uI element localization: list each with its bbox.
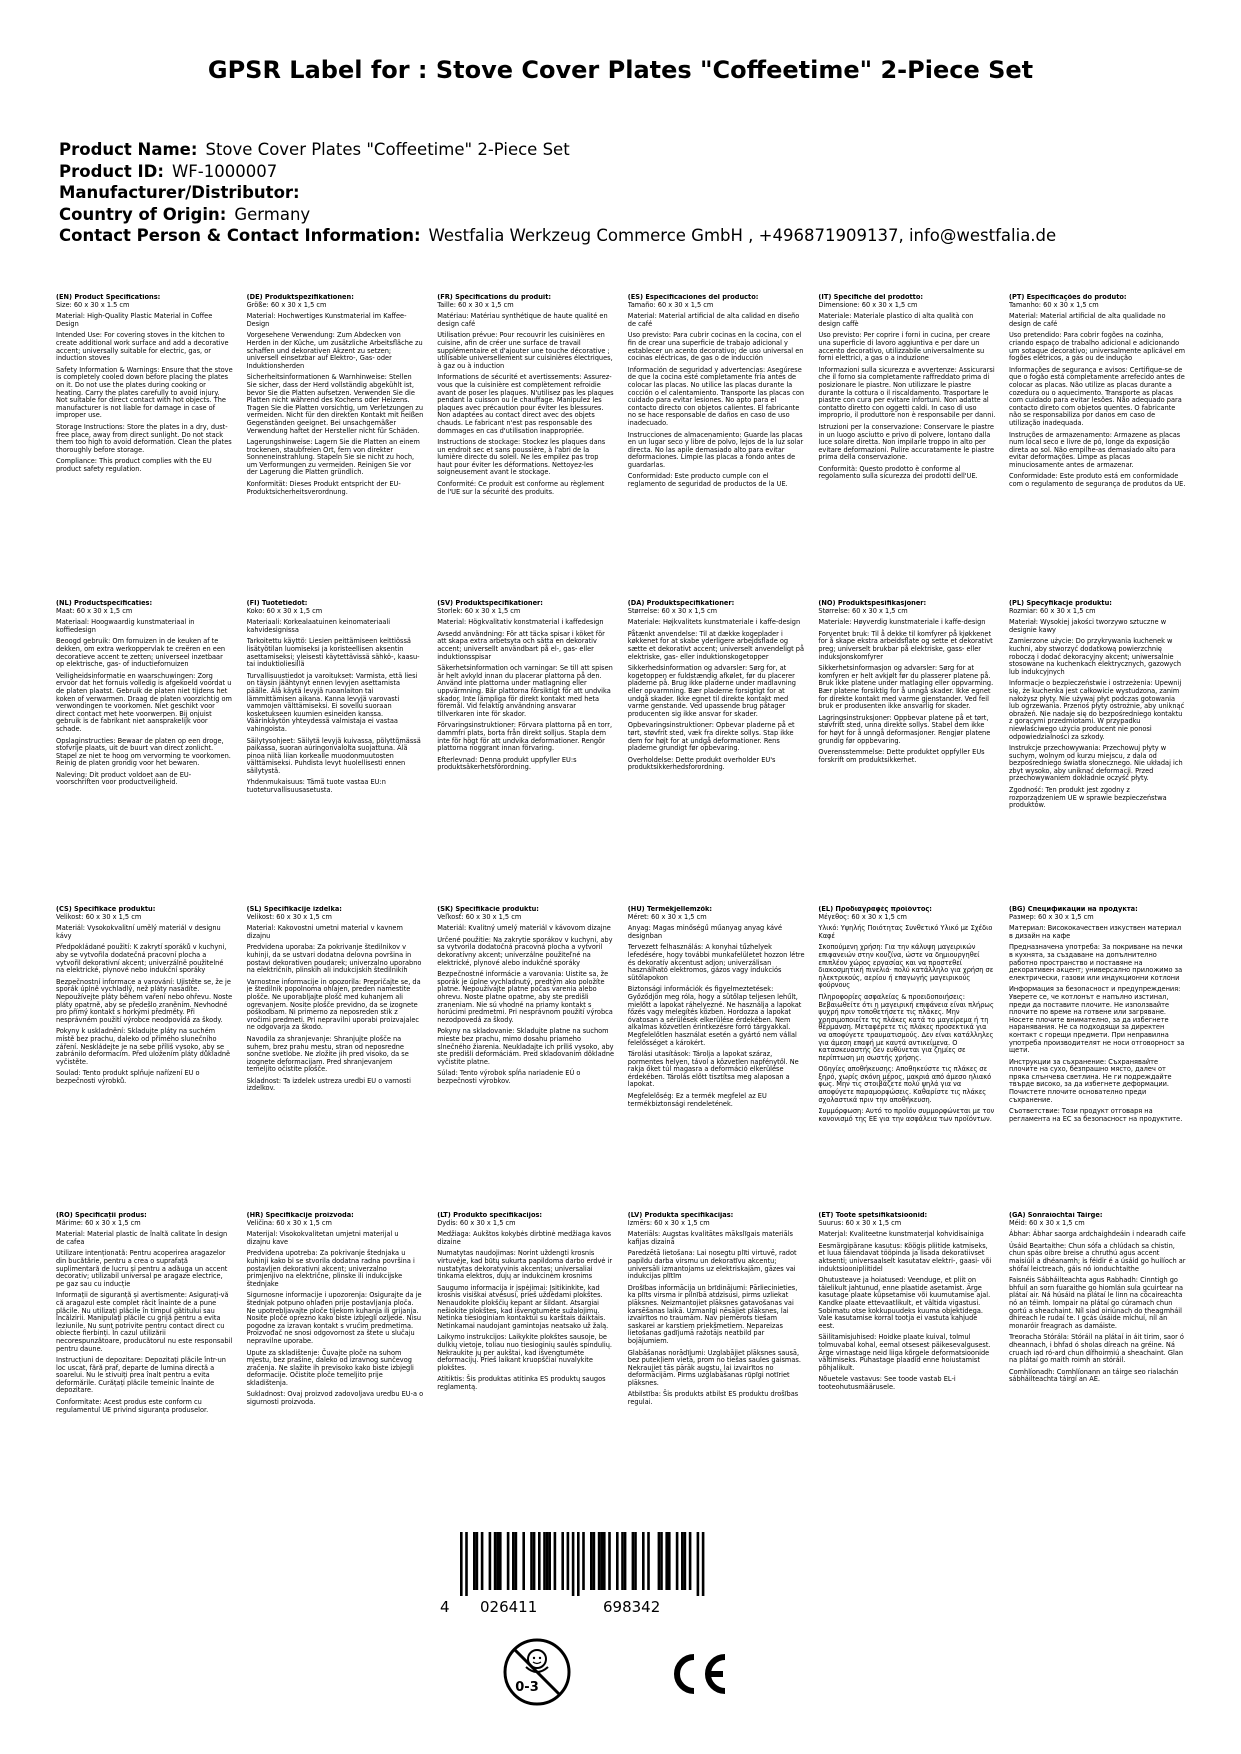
barcode-bar <box>494 1532 497 1590</box>
spec-paragraph: Vorgesehene Verwendung: Zum Abdecken von Herden in der Küche, um zusätzliche Arbeitsfläche zu schaffen und dekorativen Akzent zu setzen; universell einsetzbar auf Elektro-, Gas- oder Induktionsherden <box>246 331 423 370</box>
spec-section-heading: (DA) Produktspecifikationer: <box>627 600 735 607</box>
spec-paragraph: Overholdelse: Dette produkt overholder EU's produktsikkerhedsforordning. <box>627 755 776 772</box>
barcode-digits-left: 026411 <box>480 1598 538 1616</box>
spec-paragraph: Påtænkt anvendelse: Til at dække kogeplader i køkkenet for at skabe yderligere arbejdsflade og sætte et dekorativt accent; universelt anvendeligt på elektriske, gas- eller induktionskogetopper <box>627 629 805 661</box>
barcode-bar <box>702 1532 705 1596</box>
spec-paragraph: Matériau: Matériau synthétique de haute qualité en design café <box>437 312 608 328</box>
spec-section <box>56 1212 233 1518</box>
spec-paragraph: Säilitamisjuhised: Hoidke plaate kuival, tolmul tolmuvabal kohal, eemal otsesest päikesevalgusest. Ärge virnastage neid liiga kõrgele deformatsioonide vältimiseks. Puhastage plaadid enne hoiustamist põhjalikult. <box>818 1333 991 1372</box>
barcode-bar <box>598 1532 601 1590</box>
info-row <box>59 182 1189 204</box>
spec-paragraph: Paredzētā lietošana: Lai nosegtu plīti virtuvē, radot papildu darba virsmu un dekoratīvu akcentu; universāli izmantojams uz elektriskajām, gāzes vai indukcijas plītīm <box>627 1249 797 1281</box>
spec-paragraph: Glabāšanas norādījumi: Uzglabājiet plāksnes sausā, bez putekļiem vietā, prom no tiešas saules gaismas. Nekraujiet tās pārāk augstu, lai izvairītos no deformācijām. Pirms uzglabāšanas rūpīgi notīriet plāksnes. <box>627 1348 801 1387</box>
barcode-bar <box>496 1532 499 1590</box>
spec-paragraph: Biztonsági információk és figyelmeztetések: Győződjön meg róla, hogy a sütőlap teljesen lehűlt, mielőtt a lapokat ráhelyezné. Ne használja a lapokat főzés vagy melegítés közben. Hordozza a lapokat óvatosan a sérülések elkerülése érdekében. Nem alkalmas közvetlen érintkezésre forró tárgyakkal. Megfelelőtlen használat esetén a gyártó nem vállal felelősséget a károkért. <box>627 985 802 1047</box>
spec-section <box>628 600 805 906</box>
spec-paragraph: Laikymo instrukcijos: Laikykite plokštes sausoje, be dulkių vietoje, toliau nuo tiesioginių saulės spindulių. Nekraukite jų per aukštai, kad išvengtumėte deformacijų. Prieš laikant kruopščiai nuvalykite plokštes. <box>437 1333 612 1372</box>
info-label: Contact Person & Contact Information: <box>59 226 421 245</box>
barcode-bar <box>515 1532 518 1590</box>
info-row <box>59 204 1189 226</box>
spec-section <box>56 906 233 1212</box>
spec-paragraph: Предназначена употреба: За покриване на печки в кухнята, за създаване на допълнително работно пространство и поставяне на декоративен акцент; универсално приложимо за електрически, газови или индукционни котлони <box>1008 943 1183 982</box>
barcode-bar <box>561 1532 564 1590</box>
spec-section-heading: (ES) Especificaciones del producto: <box>627 294 759 301</box>
barcode-bar <box>684 1532 687 1590</box>
spec-paragraph: Materiale: Høyverdig kunstmateriale i kaffe-design <box>818 618 986 627</box>
spec-row <box>56 600 1186 906</box>
barcode-bars <box>460 1532 710 1596</box>
spec-paragraph: Taille: 60 x 30 x 1,5 cm <box>437 300 514 309</box>
spec-section <box>247 906 424 1212</box>
spec-section-heading: (NO) Produktspesifikasjoner: <box>818 600 927 607</box>
spec-paragraph: Size: 60 x 30 x 1.5 cm <box>56 300 130 309</box>
spec-paragraph: Lagringsinstruksjoner: Oppbevar platene på et tørt, støvfritt sted, unna direkte sollys. Stabel dem ikke for høyt for å unngå deformasjoner. Rengjør platene grundig før oppbevaring. <box>818 713 991 745</box>
spec-paragraph: Velikost: 60 x 30 x 1,5 cm <box>246 912 332 921</box>
spec-section <box>818 294 995 600</box>
spec-paragraph: Materiāls: Augstas kvalitātes mākslīgais materiāls kafijas dizainā <box>627 1230 793 1246</box>
spec-paragraph: Informações de segurança e avisos: Certifique-se de que o fogão está completamente arrefecido antes de colocar as placas. Não utilize as placas durante a cozedura ou o aquecimento. Transporte as placas com cuidado para evitar lesões. Não adequado para contacto direto com objetos quentes. O fabricante não se responsabiliza por danos em caso de utilização inadequada. <box>1008 365 1185 427</box>
spec-paragraph: Conformité: Ce produit est conforme au règlement de l'UE sur la sécurité des produits. <box>437 480 605 496</box>
spec-section-heading: (FR) Spécifications du produit: <box>437 294 551 301</box>
barcode-bar <box>489 1532 492 1590</box>
spec-paragraph: Súlad: Tento výrobok spĺňa nariadenie EÚ o bezpečnosti výrobkov. <box>437 1069 581 1085</box>
barcode-bar <box>460 1532 463 1596</box>
ce-mark-icon <box>667 1653 729 1695</box>
spec-paragraph: Инструкции за съхранение: Съхранявайте плочите на сухо, безпрашно място, далеч от пряка слънчева светлина. Не ги подреждайте твърде високо, за да избегнете деформации. Почистете плочите основателно преди съхранение. <box>1008 1057 1172 1104</box>
spec-paragraph: Pokyny na skladovanie: Skladujte platne na suchom mieste bez prachu, mimo dosahu priameho slnečného žiarenia. Neukladajte ich príliš vysoko, aby ste predišli deformáciám. Pred skladovaním dôkladne vyčistite platne. <box>437 1027 615 1066</box>
spec-section-heading: (RO) Specificații produs: <box>56 1212 147 1219</box>
barcode-bar <box>507 1532 510 1590</box>
spec-section <box>818 600 995 906</box>
spec-paragraph: Rozmiar: 60 x 30 x 1,5 cm <box>1008 606 1096 615</box>
spec-paragraph: Materiál: Kvalitný umelý materiál v kávovom dizajne <box>437 924 611 933</box>
spec-paragraph: Lagerungshinweise: Lagern Sie die Platten an einem trockenen, staubfreien Ort, fern von direkter Sonneneinstrahlung. Stapeln Sie sie nicht zu hoch, um Verformungen zu vermeiden. Reinigen Sie vor der Lagerung die Platten gründlich. <box>246 438 420 477</box>
spec-paragraph: Megfelelőség: Ez a termék megfelel az EU termékbiztonsági rendeletének. <box>627 1092 767 1108</box>
specifications-grid <box>56 294 1186 1518</box>
spec-paragraph: Forventet bruk: Til å dekke til komfyrer på kjøkkenet for å skape ekstra arbeidsflate og sette et dekorativt preg; universelt brukbar på elektriske, gass- eller induksjonskomfyrer <box>818 629 993 661</box>
spec-section-heading: (SL) Specifikacije izdelka: <box>246 906 342 913</box>
barcode-bar <box>621 1532 624 1590</box>
spec-paragraph: Sigurnosne informacije i upozorenja: Osigurajte da je štednjak potpuno ohlađen prije postavljanja ploča. Ne upotrebljavajte ploče tijekom kuhanja ili grijanja. Nosite ploče oprezno kako biste izbjegli ozljede. Nisu pogodne za izravan kontakt s vrućim predmetima. Proizvođač ne snosi odgovornost za štete u slučaju nepravilne uporabe. <box>246 1291 422 1345</box>
spec-section <box>437 294 614 600</box>
barcode-bar <box>681 1532 684 1590</box>
spec-section-heading: (PT) Especificações do produto: <box>1008 294 1127 301</box>
spec-paragraph: Předpokládané použití: K zakrytí sporáků v kuchyni, aby se vytvořila dodatečná pracovní plocha a vytvořil dekorativní akcent; univerzálně použitelné na elektrické, plynové nebo indukční sporáky <box>56 943 227 975</box>
spec-section-heading: (HU) Termékjellemzők: <box>627 906 713 913</box>
spec-paragraph: Materiaal: Hoogwaardig kunstmateriaal in koffiedesign <box>56 618 195 634</box>
spec-section-heading: (SK) Špecifikácie produktu: <box>437 906 539 913</box>
spec-paragraph: Conformidade: Este produto está em conformidade com o regulamento de segurança de produtos da UE. <box>1008 472 1186 489</box>
spec-section <box>56 294 233 600</box>
barcode-bar <box>473 1532 476 1590</box>
info-row <box>59 161 1189 183</box>
ean-barcode <box>440 1532 710 1622</box>
spec-paragraph: Treoracha Stórála: Stóráil na plátaí in áit tirim, saor ó dheannach, i bhfad ó sholas díreach na gréine. Ná cruach iad ró-ard chun dífhoirmiú a sheachaint. Glan na plátaí go maith roimh an stóráil. <box>1008 1333 1184 1365</box>
spec-paragraph: Velikost: 60 x 30 x 1,5 cm <box>56 912 142 921</box>
spec-paragraph: Anyag: Magas minőségű műanyag anyag kávé designban <box>627 924 783 940</box>
spec-paragraph: Predviđena upotreba: Za pokrivanje štednjaka u kuhinji kako bi se stvorila dodatna radna površina i postavljen dekorativni akcent; univerzalno primjenjivo na električne, plinske ili indukcijske štednjake <box>246 1249 415 1288</box>
spec-paragraph: Tervezett felhasználás: A konyhai tűzhelyek lefedésére, hogy további munkafelületet hozzon létre és dekoratív akcentust adjon; univerzálisan használható elektromos, gázos vagy indukciós sütőlapokon <box>627 943 805 982</box>
spec-paragraph: Opbevaringsinstruktioner: Opbevar pladerne på et tørt, støvfrit sted, væk fra direkte sollys. Stap ikke dem for højt for at undgå deformationer. Rens pladerne grundigt før opbevaring. <box>627 721 795 753</box>
spec-paragraph: Saugumo informacija ir įspėjimai: Įsitikinkite, kad krosnis visiškai atvėsusi, prieš uždėdami plokštes. Nenaudokite plokščių kepant ar šildant. Atsargiai nešiokite plokštes, kad išvengtumėte sužalojimų. Netinka tiesioginiam kontaktui su karštais daiktais. Netinkamai naudojant gamintojas neatsako už žalą. <box>437 1283 609 1330</box>
spec-section-heading: (GA) Sonraíochtaí Táirge: <box>1008 1212 1103 1219</box>
spec-paragraph: Sukladnost: Ovaj proizvod zadovoljava uredbu EU-a o sigurnosti proizvoda. <box>246 1390 424 1407</box>
label-title: GPSR Label for : Stove Cover Plates "Coffeetime" 2-Piece Set <box>207 56 1034 84</box>
info-value: WF-1000007 <box>171 161 278 181</box>
info-row <box>59 139 1189 161</box>
spec-section <box>247 600 424 906</box>
spec-paragraph: Konformität: Dieses Produkt entspricht der EU-Produktsicherheitsverordnung. <box>246 480 401 496</box>
spec-paragraph: Uso pretendido: Para cobrir fogões na cozinha, criando espaço de trabalho adicional e adicionando um sotaque decorativo; universalmente aplicável em fogões elétricos, a gás ou de indução <box>1008 331 1186 363</box>
spec-paragraph: Navodila za shranjevanje: Shranjujte plošče na suhem, brez prahu mestu, stran od neposredne sončne svetlobe. Ne zložite jih pred visoko, da se izognete deformacijam. Pred shranjevanjem temeljito očistite plošče. <box>246 1034 409 1074</box>
spec-paragraph: Informacje o bezpieczeństwie i ostrzeżenia: Upewnij się, że kuchenka jest całkowicie wystudzona, zanim nałożysz płyty. Nie używaj płyt podczas gotowania lub ogrzewania. Przenoś płyty ostrożnie, aby uniknąć obrażeń. Nie nadaje się do bezpośredniego kontaktu z gorącymi przedmiotami. W przypadku niewłaściwego użycia producent nie ponosi odpowiedzialności za szkody. <box>1008 679 1185 741</box>
barcode-bar <box>624 1532 627 1590</box>
spec-paragraph: Storlek: 60 x 30 x 1,5 cm <box>437 606 521 615</box>
spec-paragraph: Förvaringsinstruktioner: Förvara plattorna på en torr, dammfri plats, borta från direkt solljus. Stapla dem inte för högt för att undvika deformationer. Rengör plattorna noggrant innan förvaring. <box>437 721 613 753</box>
spec-paragraph: Material: High-Quality Plastic Material in Coffee Design <box>56 312 213 328</box>
spec-paragraph: Overensstemmelse: Dette produktet oppfyller EUs forskrift om produktsikkerhet. <box>818 748 985 764</box>
spec-section-heading: (DE) Produktspezifikationen: <box>246 294 354 301</box>
barcode-bar <box>546 1532 549 1590</box>
spec-section-heading: (PL) Specyfikacje produktu: <box>1008 600 1112 607</box>
spec-paragraph: Tamaño: 60 x 30 x 1,5 cm <box>627 300 714 309</box>
barcode-bar <box>543 1532 546 1590</box>
spec-paragraph: Určené použitie: Na zakrytie sporákov v kuchyni, aby sa vytvorila dodatočná pracovná plocha a vytvoril dekoratívny akcent; univerzálne použiteľné na elektrické, plynové alebo indukčné sporáky <box>437 935 613 967</box>
barcode-bar <box>481 1532 484 1590</box>
spec-paragraph: Materiaali: Korkealaatuinen keinomateriaali kahvidesignissa <box>246 618 391 634</box>
spec-paragraph: Informazioni sulla sicurezza e avvertenze: Assicurarsi che il forno sia completamente raffreddato prima di posizionare le piastre. Non utilizzare le piastre durante la cottura o il riscaldamento. Trasportare le piastre con cura per evitare infortuni. Non adatte al contatto diretto con oggetti caldi. In caso di uso improprio, il produttore non è responsabile per danni. <box>818 365 996 420</box>
spec-paragraph: Størrelse: 60 x 30 x 1,5 cm <box>627 606 718 615</box>
spec-paragraph: Instruções de armazenamento: Armazene as placas num local seco e livre de pó, longe da exposição direta ao sol. Não empilhe-as demasiado alto para evitar deformações. Limpe as placas minuciosamente antes de armazenar. <box>1008 430 1181 469</box>
spec-paragraph: Instructions de stockage: Stockez les plaques dans un endroit sec et sans poussière, à l'abri de la lumière directe du soleil. Ne les empilez pas trop haut pour éviter les déformations. Nettoyez-les soigneusement avant le stockage. <box>437 438 606 477</box>
spec-paragraph: Istruzioni per la conservazione: Conservare le piastre in un luogo asciutto e privo di polvere, lontano dalla luce solare diretta. Non impilarle troppo in alto per evitare deformazioni. Pulire accuratamente le piastre prima della conservazione. <box>818 422 995 462</box>
barcode-bar <box>668 1532 671 1590</box>
spec-paragraph: Soulad: Tento produkt splňuje nařízení EU o bezpečnosti výrobků. <box>56 1069 200 1085</box>
spec-paragraph: Υλικό: Υψηλής Ποιότητας Συνθετικό Υλικό με Σχέδιο Καφέ <box>818 924 993 940</box>
spec-paragraph: Sikkerhedsinformation og advarsler: Sørg for, at kogetoppen er fuldstændig afkølet, før du placerer pladerne på. Brug ikke pladerne under madlavning eller opvarmning. Bær pladerne forsigtigt for at undgå skader. Ikke egnet til direkte kontakt med varme genstande. Ved upassende brug påtager producenten sig ikke ansvar for skader. <box>627 664 796 718</box>
spec-paragraph: Opslaginstructies: Bewaar de platen op een droge, stofvrije plaats, uit de buurt van direct zonlicht. Stapel ze niet te hoog om vervorming te voorkomen. Reinig de platen grondig voor het bewaren. <box>56 736 231 768</box>
spec-paragraph: Skladnost: Ta izdelek ustreza uredbi EU o varnosti izdelkov. <box>246 1076 411 1093</box>
spec-section-heading: (SV) Produktspecifikationer: <box>437 600 543 607</box>
spec-paragraph: Materiał: Wysokiej jakości tworzywo sztuczne w designie kawy <box>1008 618 1167 634</box>
spec-paragraph: Úsáid Beartaithe: Chun sófa a chlúdach sa chistin, chun spás oibre breise a chruthú agus accent maisiúil a dhéanamh; is féidir é a úsáid go huilíoch ar shófaí leictreach, gáis nó ionduchtaithe <box>1008 1241 1186 1273</box>
info-label: Country of Origin: <box>59 204 227 224</box>
spec-section <box>1009 906 1186 1212</box>
spec-section <box>247 294 424 600</box>
spec-paragraph: Maat: 60 x 30 x 1,5 cm <box>56 606 133 615</box>
spec-paragraph: Turvallisuustiedot ja varoitukset: Varmista, että liesi on täysin jäähtynyt ennen levyjen asettamista päälle. Älä käytä levyjä ruoanlaiton tai lämmittämisen aikana. Kanna levyjä varovasti vammojen välttämiseksi. Ei sovellu suoraan kosketukseen kuumien esineiden kanssa. Väärinkäytön yhteydessä valmistaja ei vastaa vahingoista. <box>246 671 418 733</box>
spec-paragraph: Materiale: Højkvalitets kunstmateriale i kaffe-design <box>627 618 801 627</box>
spec-section-heading: (CS) Specifikace produktu: <box>56 906 156 913</box>
barcode-bar <box>512 1532 515 1590</box>
spec-section <box>818 1212 995 1518</box>
spec-paragraph: Material: Kakovostni umetni material v kavnem dizajnu <box>246 924 403 940</box>
spec-section <box>1009 600 1186 906</box>
barcode-bar <box>632 1532 635 1590</box>
spec-paragraph: Comhlíonadh: Comhlíonann an táirge seo rialachán sábháilteachta táirgí an AE. <box>1008 1367 1179 1384</box>
spec-paragraph: Μέγεθος: 60 x 30 x 1,5 cm <box>818 912 907 921</box>
spec-paragraph: Material: Högkvalitativ konstmaterial i kaffedesign <box>437 618 604 627</box>
barcode-bar <box>593 1532 596 1590</box>
age-range-text: 0-3 <box>515 1680 539 1695</box>
spec-paragraph: Koko: 60 x 30 x 1,5 cm <box>246 606 323 615</box>
spec-paragraph: Ábhar: Ábhar saorga ardchaighdeáin i ndearadh caife <box>1008 1230 1186 1239</box>
spec-paragraph: Conformitate: Acest produs este conform cu regulamentul UE privind siguranța produselor. <box>56 1398 209 1414</box>
spec-paragraph: Suurus: 60 x 30 x 1,5 cm <box>818 1218 902 1227</box>
spec-row <box>56 294 1186 600</box>
spec-section-heading: (IT) Specifiche del prodotto: <box>818 294 923 301</box>
spec-section-heading: (HR) Specifikacije proizvoda: <box>246 1212 354 1219</box>
spec-paragraph: Beoogd gebruik: Om fornuizen in de keuken af te dekken, om extra werkoppervlak te creëren en een decoratieve accent te zetten; universeel inzetbaar op elektrische, gas- of inductiefornuizen <box>56 637 226 669</box>
spec-paragraph: Materiál: Vysokokvalitní umělý materiál v designu kávy <box>56 924 221 940</box>
spec-paragraph: Utilizare intenționată: Pentru acoperirea aragazelor din bucătărie, pentru a crea o suprafață suplimentară de lucru și pentru a adăuga un accent decorativ; utilizabil universal pe aragaze electrice, pe gaz sau cu inducție <box>56 1249 228 1288</box>
barcode-bar <box>548 1532 551 1590</box>
spec-paragraph: Información de seguridad y advertencias: Asegúrese de que la cocina esté completamente fría antes de colocar las placas. No utilice las placas durante la cocción o el calentamiento. Transporte las placas con cuidado para evitar lesiones. No apto para el contacto directo con objetos calientes. El fabricante no se hace responsable de daños en caso de uso inadecuado. <box>627 365 805 427</box>
spec-paragraph: Uso previsto: Per coprire i forni in cucina, per creare una superficie di lavoro aggiuntiva e per dare un accento decorativo, utilizzabile universalmente su forni elettrici, a gas o a induzione <box>818 331 991 363</box>
barcode-bar <box>530 1532 533 1590</box>
spec-paragraph: Σκοπούμενη χρήση: Για την κάλυψη μαγειρικών επιφανειών στην κουζίνα, ώστε να δημιουργηθεί επιπλέον χώρος εργασίας και να προστεθεί διακοσμητική πινελιά· πολύ κατάλληλο για χρήση σε ηλεκτρικούς, αερίου ή επαγωγής μαγειρικούς φούρνους <box>818 943 994 990</box>
info-label: Product Name: <box>59 140 198 159</box>
barcode-bar <box>658 1532 661 1590</box>
barcode-bar <box>533 1532 536 1590</box>
spec-paragraph: Größe: 60 x 30 x 1,5 cm <box>246 300 327 309</box>
barcode-bar <box>665 1532 668 1590</box>
barcode-bar <box>603 1532 606 1590</box>
barcode-bar <box>616 1532 619 1590</box>
spec-section-heading: (NL) Productspecificaties: <box>56 600 153 607</box>
spec-paragraph: Zgodność: Ten produkt jest zgodny z rozporządzeniem UE w sprawie bezpieczeństwa produktów. <box>1008 786 1167 810</box>
spec-paragraph: Veličina: 60 x 30 x 1,5 cm <box>246 1218 332 1227</box>
barcode-bar <box>660 1532 663 1590</box>
spec-paragraph: Informații de siguranță și avertismente: Asigurați-vă că aragazul este complet răcit înainte de a pune plăcile. Nu utilizați plăcile în timpul gătitului sau încălzirii. Manipulați plăcile cu grijă pentru a evita leziunile. Nu sunt potrivite pentru contact direct cu obiecte fierbinți. În cazul utilizării necorespunzătoare, producătorul nu este responsabil pentru daune. <box>56 1291 233 1353</box>
barcode-bar <box>499 1532 502 1590</box>
spec-section-heading: (LT) Produkto specifikacijos: <box>437 1212 543 1219</box>
spec-paragraph: Numatytas naudojimas: Norint uždengti krosnis virtuvėje, kad būtų sukurta papildoma darbo erdvė ir nustatytas dekoratyvinis akcentas; universaliai tinkama elektros, dujų ar indukcinėm krosnims <box>437 1249 613 1281</box>
barcode-bar <box>608 1532 611 1590</box>
spec-paragraph: Veiligheidsinformatie en waarschuwingen: Zorg ervoor dat het fornuis volledig is afgekoeld voordat u de platen plaatst. Gebruik de platen niet tijdens het koken of verwarmen. Draag de platen voorzichtig om verwondingen te voorkomen. Niet geschikt voor direct contact met hete voorwerpen. Bij onjuist gebruik is de fabrikant niet aansprakelijk voor schade. <box>56 671 232 733</box>
spec-row <box>56 1212 1186 1518</box>
spec-paragraph: Instrucciones de almacenamiento: Guarde las placas en un lugar seco y libre de polvo, lejos de la luz solar directa. No las apile demasiado alto para evitar deformaciones. Limpie las placas a fondo antes de guardarlas. <box>627 430 804 469</box>
info-value: Germany <box>234 204 311 224</box>
spec-paragraph: Dimensione: 60 x 30 x 1,5 cm <box>818 300 918 309</box>
spec-paragraph: Material: Material artificial de alta calidad en diseño de café <box>627 312 800 328</box>
spec-paragraph: Uso previsto: Para cubrir cocinas en la cocina, con el fin de crear una superficie de trabajo adicional y establecer un acento decorativo; de uso universal en cocinas eléctricas, de gas o de inducción <box>627 331 804 363</box>
spec-paragraph: Eesmärgipärane kasutus: Köögis pliitide katmiseks, et luua täiendavat tööpinda ja lisada dekoratiivset aktsenti; universaalselt kasutatav elektri-, gaasi- või induktsioonipliitidel <box>818 1241 992 1273</box>
spec-paragraph: Intended Use: For covering stoves in the kitchen to create additional work surface and add a decorative accent; universally suitable for electric, gas, or induction stoves <box>56 331 229 363</box>
spec-section <box>247 1212 424 1518</box>
spec-section <box>628 906 805 1212</box>
spec-paragraph: Utilisation prévue: Pour recouvrir les cuisinières en cuisine, afin de créer une surface de travail supplémentaire et d'ajouter une touche décorative ; utilisable universellement sur cuisinières électriques, à gaz ou à induction <box>437 331 613 370</box>
spec-paragraph: Material: Material plastic de înaltă calitate în design de cafea <box>56 1230 228 1246</box>
spec-paragraph: Yhdenmukaisuus: Tämä tuote vastaa EU:n tuoteturvallisuusasetusta. <box>246 778 386 795</box>
spec-paragraph: Πληροφορίες ασφαλείας & προειδοποιήσεις: Βεβαιωθείτε ότι η μαγειρική επιφάνεια είναι πλήρως ψυχρή πριν τοποθετήσετε τις πλάκες. Μην χρησιμοποιείτε τις πλάκες κατά το μαγείρεμα ή τη θέρμανση. Μεταφέρετε τις πλάκες προσεκτικά για να αποφύγετε τραυματισμούς. Δεν είναι κατάλληλες για άμεση επαφή με καυτά αντικείμενα. Ο κατασκευαστής δεν ευθύνεται για ζημίες σε περίπτωση μη σωστής χρήσης. <box>818 992 994 1062</box>
barcode-bar <box>697 1532 700 1596</box>
spec-paragraph: Upute za skladištenje: Čuvajte ploče na suhom mjestu, bez prašine, daleko od izravnog sunčevog zračenja. Ne slažite ih previsoko kako biste izbjegli deformacije. Očistite ploče temeljito prije skladištenja. <box>246 1348 414 1387</box>
spec-paragraph: Instrukcje przechowywania: Przechowuj płyty w suchym, wolnym od kurzu miejscu, z dala od bezpośredniego światła słonecznego. Nie układaj ich zbyt wysoko, aby uniknąć deformacji. Przed przechowywaniem dokładnie oczyść płyty. <box>1008 744 1183 783</box>
spec-row <box>56 906 1186 1212</box>
spec-paragraph: Mărime: 60 x 30 x 1,5 cm <box>56 1218 141 1227</box>
spec-section <box>437 1212 614 1518</box>
spec-section <box>437 600 614 906</box>
info-label: Product ID: <box>59 161 164 181</box>
spec-paragraph: Tamanho: 60 x 30 x 1,5 cm <box>1008 300 1099 309</box>
spec-paragraph: Predvidena uporaba: Za pokrivanje štedilnikov v kuhinji, da se ustvari dodatna delovna površina in postavi dekorativen poudarek; univerzalno uporabno na električnih, plinskih ali indukcijskih štedilnikih <box>246 943 422 975</box>
spec-paragraph: Bezpečnostné informácie a varovania: Uistite sa, že sporák je úplne vychladnutý, predtým ako položíte platne. Nepoužívajte platne počas varenia alebo ohrevu. Noste platne opatrne, aby ste predišli zraneniam. Nie sú vhodné na priamy kontakt s horúcimi predmetmi. Pri nesprávnom použití výrobca nezodpovedá za škody. <box>437 970 613 1024</box>
spec-paragraph: Размер: 60 x 30 x 1,5 cm <box>1008 912 1094 921</box>
barcode-bar <box>538 1532 541 1590</box>
spec-section <box>628 294 805 600</box>
spec-paragraph: Conformità: Questo prodotto è conforme al regolamento sulla sicurezza dei prodotti dell'UE. <box>818 464 978 481</box>
spec-section-heading: (EN) Product Specifications: <box>56 294 161 301</box>
spec-section-heading: (ET) Toote spetsifikatsioonid: <box>818 1212 928 1219</box>
spec-paragraph: Dydis: 60 x 30 x 1,5 cm <box>437 1218 516 1227</box>
spec-paragraph: Материал: Висококачествен изкуствен материал в дизайн на кафе <box>1008 924 1182 940</box>
spec-paragraph: Atbilstība: Šis produkts atbilst ES produktu drošības regulai. <box>627 1390 799 1407</box>
spec-paragraph: Material: Hochwertiges Kunstmaterial im Kaffee-Design <box>246 312 407 328</box>
barcode-bar <box>522 1532 525 1590</box>
info-row <box>59 225 1189 247</box>
spec-paragraph: Informations de sécurité et avertissements: Assurez-vous que la cuisinière est complètement refroidie avant de poser les plaques. N'utilisez pas les plaques pendant la cuisson ou le chauffage. Manipulez les plaques avec précaution pour éviter les blessures. Non adaptées au contact direct avec des objets chauds. Le fabricant n'est pas responsable des dommages en cas d'utilisation inappropriée. <box>437 373 614 435</box>
barcode-bar <box>572 1532 575 1596</box>
spec-paragraph: Material: Material artificial de alta qualidade no design de café <box>1008 312 1166 328</box>
age-warning-0-3-icon <box>502 1637 572 1707</box>
spec-paragraph: Méret: 60 x 30 x 1,5 cm <box>627 912 707 921</box>
spec-paragraph: Avsedd användning: För att täcka spisar i köket för att skapa extra arbetsyta och sätta en dekorativ accent; universellt användbart på el-, gas- eller induktionsspisar <box>437 629 605 661</box>
barcode-bar <box>582 1532 585 1590</box>
spec-paragraph: Instrucțiuni de depozitare: Depozitați plăcile într-un loc uscat, fără praf, departe de lumina directă a soarelui. Nu le stivuiți prea înalt pentru a evita deformările. Curățați plăcile temeinic înainte de depozitare. <box>56 1356 226 1395</box>
barcode-digits-right: 698342 <box>603 1598 661 1616</box>
spec-paragraph: Faisnéis Sábháilteachta agus Rabhadh: Cinntigh go bhfuil an sorn fuaraithe go hiomlán sula gcuirtear na plátaí air. Ná húsáid na plátaí le linn na cócaireachta nó an téimh. Iompair na plátaí go cúramach chun gortú a sheachaint. Níl siad oiriúnach do theagmháil dhíreach le rudaí te. I gcás úsáide míchuí, níl an monaróir freagrach as damáiste. <box>1008 1276 1184 1330</box>
barcode-bar <box>476 1532 479 1590</box>
spec-paragraph: Efterlevnad: Denna produkt uppfyller EU:s produktsäkerhetsförordning. <box>437 755 577 772</box>
spec-paragraph: Naleving: Dit product voldoet aan de EU-voorschriften voor productveiligheid. <box>56 770 192 787</box>
spec-paragraph: Sikkerhetsinformasjon og advarsler: Sørg for at komfyren er helt avkjølt før du plasserer platene på. Bruk ikke platene under matlaging eller oppvarming. Bær platene forsiktig for å unngå skader. Ikke egnet for direkte kontakt med varme gjenstander. Ved feil bruk er produsenten ikke ansvarlig for skader. <box>818 664 994 711</box>
spec-paragraph: Οδηγίες αποθήκευσης: Αποθηκεύστε τις πλάκες σε ξηρό, χωρίς σκόνη μέρος, μακριά από άμεσο ηλιακό φως. Μην τις στοιβάζετε πολύ ψηλά για να αποφύγετε παραμορφώσεις. Καθαρίστε τις πλάκες σχολαστικά πριν την αποθήκευση. <box>818 1065 992 1104</box>
spec-paragraph: Säilytysohjeet: Säilytä levyjä kuivassa, pölyttömässä paikassa, suoran auringonvalolta suojattuna. Älä pinoa niitä liian korkealle muodonmuutosten välttämiseksi. Puhdista levyt huolellisesti ennen säilytystä. <box>246 736 421 775</box>
info-value: Westfalia Werkzeug Commerce GmbH , +496871909137, info@westfalia.de <box>428 226 1057 245</box>
product-info <box>59 139 1189 247</box>
spec-section-heading: (FI) Tuotetiedot: <box>246 600 308 607</box>
barcode-bar <box>647 1532 650 1590</box>
barcode-bar <box>554 1532 557 1590</box>
spec-paragraph: Størrelse: 60 x 30 x 1,5 cm <box>818 606 908 615</box>
spec-section-heading: (LV) Produkta specifikācijas: <box>627 1212 734 1219</box>
spec-section <box>437 906 614 1212</box>
barcode-bar <box>567 1532 570 1590</box>
spec-section-heading: (BG) Спецификации на продукта: <box>1008 906 1138 913</box>
spec-paragraph: Medžiaga: Aukštos kokybės dirbtinė medžiaga kavos dizaine <box>437 1230 612 1246</box>
spec-paragraph: Méid: 60 x 30 x 1,5 cm <box>1008 1218 1085 1227</box>
spec-section <box>1009 294 1186 600</box>
barcode-digit-first: 4 <box>440 1598 450 1616</box>
spec-paragraph: Pokyny k uskladnění: Skladujte pláty na suchém místě bez prachu, daleko od přímého slunečního záření. Neskládejte je na sebe příliš vysoko, aby se zabránilo deformacím. Před uložením pláty důkladně vyčistěte. <box>56 1027 231 1066</box>
barcode-bar <box>577 1532 580 1596</box>
barcode-bar <box>689 1532 692 1590</box>
spec-paragraph: Sicherheitsinformationen & Warnhinweise: Stellen Sie sicher, dass der Herd vollständig abgekühlt ist, bevor Sie die Platten aufsetzen. Verwenden Sie die Platten nicht während des Kochens oder Heizens. Tragen Sie die Platten vorsichtig, um Verletzungen zu vermeiden. Nicht für den direkten Kontakt mit heißen Gegenständen geeignet. Bei unsachgemäßer Verwendung haftet der Hersteller nicht für Schäden. <box>246 373 424 435</box>
spec-paragraph: Veľkosť: 60 x 30 x 1,5 cm <box>437 912 522 921</box>
spec-paragraph: Συμμόρφωση: Αυτό το προϊόν συμμορφώνεται με τον κανονισμό της ΕΕ για την ασφάλεια των προϊόντων. <box>818 1107 995 1123</box>
barcode-bar <box>465 1532 468 1596</box>
spec-paragraph: Atitiktis: Šis produktas atitinka ES produktų saugos reglamentą. <box>437 1375 606 1391</box>
spec-paragraph: Информация за безопасност и предупреждения: Уверете се, че котлонът е напълно изстинал, преди да поставите плочите. Не използвайте плочите по време на готвене или загряване. Носете плочите внимателно, за да избегнете наранявания. Не са подходящи за директен контакт с горещи предмети. При неправилна употреба производителят не носи отговорност за щети. <box>1008 985 1185 1055</box>
spec-paragraph: Tárolási utasítások: Tárolja a lapokat száraz, pormentes helyen, távol a közvetlen napfénytől. Ne rakja őket túl magasra a deformáció elkerülése érdekében. Tárolás előtt tisztítsa meg alaposan a lapokat. <box>627 1050 799 1089</box>
spec-section <box>818 906 995 1212</box>
spec-paragraph: Safety Information & Warnings: Ensure that the stove is completely cooled down before placing the plates on it. Do not use the plates during cooking or heating. Carry the plates carefully to avoid injury. Not suitable for direct contact with hot objects. The manufacturer is not liable for damage in case of improper use. <box>56 365 233 420</box>
spec-paragraph: Materiale: Materiale plastico di alta qualità con design caffè <box>818 312 974 328</box>
spec-paragraph: Storage Instructions: Store the plates in a dry, dust-free place, away from direct sunlight. Do not stack them too high to avoid deformation. Clean the plates thoroughly before storage. <box>56 422 232 454</box>
spec-paragraph: Bezpečnostní informace a varování: Ujistěte se, že je sporák úplně vychladlý, než pláty nasadíte. Nepoužívejte pláty během vaření nebo ohřevu. Noste pláty opatrně, aby se předešlo zraněním. Nevhodné pro přímý kontakt s horkými předměty. Při nesprávném použití výrobce neodpovídá za škody. <box>56 977 233 1024</box>
info-value: Stove Cover Plates "Coffeetime" 2-Piece Set <box>205 140 570 159</box>
spec-section <box>628 1212 805 1518</box>
spec-paragraph: Ohutusteave ja hoiatused: Veenduge, et pliit on täielikult jahtunud, enne plaatide asetamist. Ärge kasutage plaate küpsetamise või kuumutamise ajal. Kandke plaate ettevaatlikult, et vältida vigastusi. Sobimatu otse kokkupuudeks kuuma objektidega. Vale kasutamise korral tootja ei vastuta kahjude eest. <box>818 1276 991 1330</box>
spec-paragraph: Varnostne informacije in opozorila: Prepričajte se, da je štedilnik popolnoma ohlajen, preden namestite plošče. Ne uporabljajte plošč med kuhanjem ali ogrevanjem. Nosite plošče previdno, da se izognete poškodbam. Ni primerno za neposreden stik z vročimi predmeti. Pri nepravilni uporabi proizvajalec ne odgovarja za škodo. <box>246 977 421 1032</box>
barcode-bar <box>590 1532 593 1590</box>
spec-paragraph: Drošības informācija un brīdinājumi: Pārliecinieties, ka plīts virsma ir pilnībā atdzisusi, pirms uzliekat plāksnes. Neizmantojiet plāksnes gatavošanas vai karsēšanas laikā. Uzmanīgi nēsājiet plāksnes, lai izvairītos no traumām. Nav piemērots tiešam saskarei ar karstiem priekšmetiem. Nepareizas lietošanas gadījumā ražotājs neatbild par bojājumiem. <box>627 1283 798 1345</box>
spec-paragraph: Säkerhetsinformation och varningar: Se till att spisen är helt avkyld innan du placerar plattorna på den. Använd inte plattorna under matlagning eller uppvärmning. Bär plattorna försiktigt för att undvika skador. Inte lämpliga för direkt kontakt med heta föremål. Vid felaktig användning ansvarar tillverkaren inte för skador. <box>437 664 613 718</box>
barcode-bar <box>642 1532 645 1590</box>
spec-paragraph: Tarkoitettu käyttö: Liesien peittämiseen keittiössä lisätyötilan luomiseksi ja koristeellisen aksentin asettamiseksi; yleisesti käytettävissä sähkö-, kaasu- tai induktioliesillä <box>246 637 420 669</box>
spec-paragraph: Съответствие: Този продукт отговаря на регламента на ЕС за безопасност на продуктите. <box>1008 1107 1183 1123</box>
spec-paragraph: Compliance: This product complies with the EU product safety regulation. <box>56 457 212 473</box>
spec-section-heading: (EL) Προδιαγραφές προϊόντος: <box>818 906 932 913</box>
spec-paragraph: Nõuetele vastavus: See toode vastab EL-i tooteohutusmäärusele. <box>818 1375 956 1391</box>
spec-paragraph: Izmērs: 60 x 30 x 1,5 cm <box>627 1218 710 1227</box>
barcode-bar <box>600 1532 603 1590</box>
spec-paragraph: Conformidad: Este producto cumple con el reglamento de seguridad de productos de la UE. <box>627 472 788 489</box>
barcode-bar <box>634 1532 637 1590</box>
spec-section <box>1009 1212 1186 1518</box>
spec-paragraph: Zamierzone użycie: Do przykrywania kuchenek w kuchni, aby stworzyć dodatkową powierzchnię roboczą i dodać dekoracyjny akcent; uniwersalnie stosowane na kuchenkach elektrycznych, gazowych lub indukcyjnych <box>1008 637 1181 676</box>
spec-paragraph: Materijal: Visokokvalitetan umjetni materijal u dizajnu kave <box>246 1230 399 1246</box>
spec-section <box>56 600 233 906</box>
info-label: Manufacturer/Distributor: <box>59 183 300 202</box>
spec-paragraph: Materjal: Kvaliteetne kunstmaterjal kohvidisainiga <box>818 1230 984 1239</box>
barcode-bar <box>676 1532 679 1590</box>
